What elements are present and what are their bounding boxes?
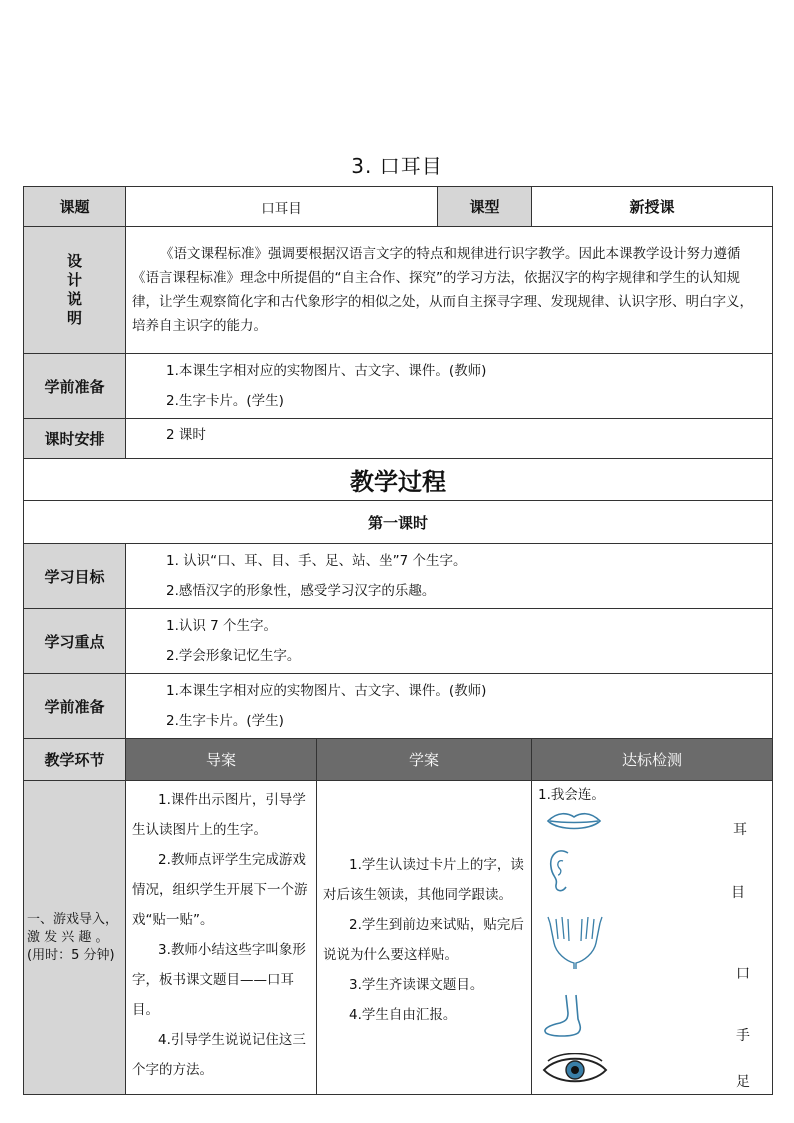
design-label [24, 227, 126, 354]
focus-line: 2.学会形象记忆生字。 [166, 648, 301, 664]
match-word: 口 [736, 966, 750, 982]
process-title-row [24, 459, 773, 501]
study-step: 4.学生自由汇报。 [349, 1006, 457, 1023]
page-title: 3. 口耳目 [351, 154, 443, 178]
match-word: 足 [736, 1074, 750, 1090]
hands-icon [544, 913, 606, 971]
lesson-title-row [24, 501, 773, 544]
prep2-content [126, 674, 773, 739]
design-text: 《语文课程标准》强调要根据汉语言文字的特点和规律进行识字教学。因此本课教学设计努力遵循《语言课程标准》理念中所提倡的“自主合作、探究”的学习方法，依据汉字的构字规律和学生的认知规律，让学生观察简化字和古代象形字的相似之处，从而自主探寻字理、发现规律、认识字形、明白字义，培养自主识字的能力。 [126, 227, 773, 354]
prep1-label: 学前准备 [24, 354, 126, 419]
type-label: 课型 [438, 187, 532, 227]
focus-content [126, 609, 773, 674]
lesson-plan-table [23, 186, 773, 1095]
stage1-guide [126, 781, 317, 1095]
study-column-header: 学案 [317, 739, 532, 781]
guide-step: 3.教师小结这些字叫象形字，板书课文题目——口耳目。 [132, 942, 306, 1018]
stage1-study [317, 781, 532, 1095]
prep2-line: 1.本课生字相对应的实物图片、古文字、课件。(教师) [166, 683, 487, 699]
study-step: 1.学生认读过卡片上的字，读对后该生领读，其他同学跟读。 [323, 856, 524, 903]
guide-column-header: 导案 [126, 739, 317, 781]
goals-line: 2.感悟汉字的形象性，感受学习汉字的乐趣。 [166, 583, 436, 599]
foot-icon [542, 993, 598, 1039]
ear-icon [546, 847, 576, 893]
match-word: 手 [736, 1028, 750, 1044]
lesson-title: 第一课时 [24, 501, 773, 544]
design-label-char: 明 [66, 309, 82, 327]
prep2-row [24, 674, 773, 739]
goals-label: 学习目标 [24, 544, 126, 609]
hours-label: 课时安排 [24, 419, 126, 459]
prep1-content [126, 354, 773, 419]
mouth-icon [546, 809, 602, 833]
prep2-line: 2.生字卡片。(学生) [166, 713, 284, 729]
header-row [24, 187, 773, 227]
check-column-header: 达标检测 [532, 739, 773, 781]
study-step: 2.学生到前边来试贴，贴完后说说为什么要这样贴。 [323, 916, 524, 963]
goals-line: 1. 认识“口、耳、目、手、足、站、坐”7 个生字。 [166, 553, 467, 569]
topic-label: 课题 [24, 187, 126, 227]
eye-icon [542, 1053, 608, 1087]
design-label-char: 说 [66, 290, 82, 308]
hours-row [24, 419, 773, 459]
goals-content [126, 544, 773, 609]
stage1-name: 一、游戏导入，激 发 兴 趣 。(用时：5 分钟) [24, 781, 126, 1095]
goals-row [24, 544, 773, 609]
design-row [24, 227, 773, 354]
columns-row [24, 739, 773, 781]
focus-label: 学习重点 [24, 609, 126, 674]
guide-step: 2.教师点评学生完成游戏情况，组织学生开展下一个游戏“贴一贴”。 [132, 852, 308, 928]
prep1-line: 1.本课生字相对应的实物图片、古文字、课件。(教师) [166, 363, 487, 379]
guide-step: 4.引导学生说说记住这三个字的方法。 [132, 1032, 306, 1078]
process-title: 教学过程 [24, 459, 773, 501]
type-value: 新授课 [532, 187, 773, 227]
topic-value: 口耳目 [126, 187, 438, 227]
guide-step: 1.课件出示图片，引导学生认读图片上的生字。 [132, 792, 306, 838]
focus-line: 1.认识 7 个生字。 [166, 618, 278, 634]
prep2-label: 学前准备 [24, 674, 126, 739]
hours-value: 2 课时 [126, 419, 773, 459]
matching-exercise [532, 781, 773, 1094]
design-label-char: 计 [66, 271, 82, 289]
stage-column-header: 教学环节 [24, 739, 126, 781]
stage1-check [532, 781, 773, 1095]
focus-row [24, 609, 773, 674]
stage1-row [24, 781, 773, 1095]
match-word: 耳 [733, 822, 747, 838]
study-step: 3.学生齐读课文题目。 [349, 976, 484, 993]
check-title: 1.我会连。 [538, 787, 605, 803]
design-label-char: 设 [66, 252, 82, 270]
prep1-line: 2.生字卡片。(学生) [166, 393, 284, 409]
match-word: 目 [731, 885, 745, 901]
prep1-row [24, 354, 773, 419]
